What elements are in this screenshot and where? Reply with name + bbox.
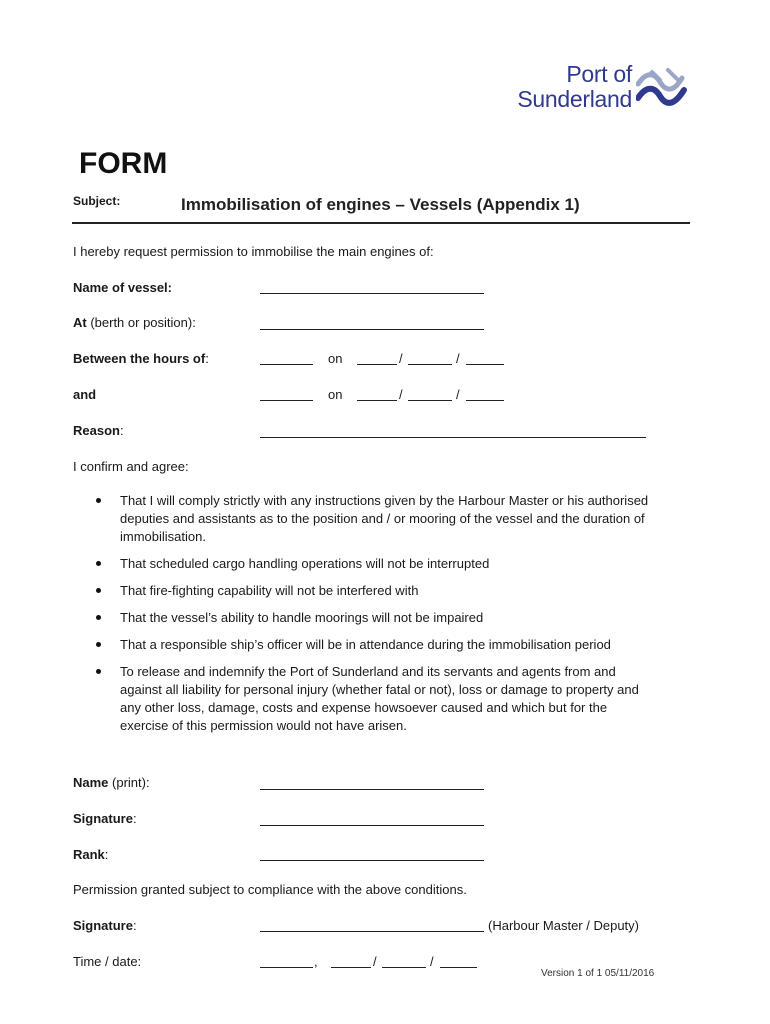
harbour-signature-colon: : xyxy=(132,918,137,933)
start-year-field[interactable] xyxy=(466,364,504,365)
confirm-intro: I confirm and agree: xyxy=(73,459,189,474)
subject-divider xyxy=(72,222,690,224)
between-label-bold: Between the hours of xyxy=(73,351,206,366)
rank-label-colon: : xyxy=(104,847,109,862)
approval-month-field[interactable] xyxy=(382,967,426,968)
bullet-icon xyxy=(96,669,101,674)
approval-year-field[interactable] xyxy=(440,967,477,968)
version-text: Version 1 of 1 05/11/2016 xyxy=(541,968,655,979)
signature-label xyxy=(73,810,137,828)
date-slash: / xyxy=(430,954,434,969)
bullet-icon xyxy=(96,498,101,503)
subject-text: Immobilisation of engines – Vessels (Appendix 1) xyxy=(181,195,580,214)
list-item: That the vessel’s ability to handle moorings will not be impaired xyxy=(96,609,656,627)
list-item: That fire-fighting capability will not be interfered with xyxy=(96,582,656,600)
signature-label-colon: : xyxy=(132,811,137,826)
port-of-sunderland-logo-text xyxy=(498,62,632,112)
signature-label-bold: Signature xyxy=(73,811,133,826)
start-time-field[interactable] xyxy=(260,364,313,365)
time-comma: , xyxy=(314,954,318,969)
logo-line-1: Port of xyxy=(566,61,632,87)
start-day-field[interactable] xyxy=(357,364,397,365)
reason-field[interactable] xyxy=(260,437,646,438)
approval-day-field[interactable] xyxy=(331,967,371,968)
signature-field[interactable] xyxy=(260,825,484,826)
bullet-icon xyxy=(96,561,101,566)
on-text: on xyxy=(328,351,343,366)
list-item: To release and indemnify the Port of Sunderland and its servants and agents from and against all liability for personal injury (whether fatal or not), loss or damage to property and any other loss, damage, costs and expense howsoever caused and which but for the exercise of this permission would not have arisen. xyxy=(96,663,656,735)
end-time-field[interactable] xyxy=(260,400,313,401)
berth-position-label xyxy=(73,314,196,332)
list-item: That a responsible ship’s officer will be in attendance during the immobilisation period xyxy=(96,636,656,654)
end-year-field[interactable] xyxy=(466,400,504,401)
harbour-signature-field[interactable] xyxy=(260,931,484,932)
name-print-label xyxy=(73,774,150,792)
name-label-rest: (print): xyxy=(108,775,150,790)
harbour-role-text: (Harbour Master / Deputy) xyxy=(488,918,639,933)
list-item: That scheduled cargo handling operations will not be interrupted xyxy=(96,555,656,573)
name-label-bold: Name xyxy=(73,775,109,790)
rank-field[interactable] xyxy=(260,860,484,861)
wave-logo-icon xyxy=(636,66,688,110)
subject-label: Subject: xyxy=(73,194,121,208)
between-label-colon: : xyxy=(205,351,209,366)
bullet-icon xyxy=(96,615,101,620)
intro-text: I hereby request permission to immobilise the main engines of: xyxy=(73,244,434,259)
reason-label-colon: : xyxy=(119,423,124,438)
list-item: That I will comply strictly with any instructions given by the Harbour Master or his authorised deputies and assistants as to the position and / or mooring of the vessel and the duration of immobilisation. xyxy=(96,492,656,546)
date-slash: / xyxy=(373,954,377,969)
time-date-label: Time / date: xyxy=(73,954,142,969)
vessel-name-label: Name of vessel: xyxy=(73,280,172,295)
bullet-icon xyxy=(96,588,101,593)
and-label: and xyxy=(73,387,97,402)
reason-label xyxy=(73,422,124,440)
date-slash: / xyxy=(456,387,460,402)
approval-time-field[interactable] xyxy=(260,967,313,968)
permission-text: Permission granted subject to compliance with the above conditions. xyxy=(73,882,467,897)
logo-line-2: Sunderland xyxy=(517,86,632,112)
conditions-list xyxy=(96,492,656,744)
reason-label-bold: Reason xyxy=(73,423,120,438)
end-month-field[interactable] xyxy=(408,400,452,401)
rank-label xyxy=(73,846,108,864)
berth-label-rest: (berth or position): xyxy=(86,315,196,330)
name-print-field[interactable] xyxy=(260,789,484,790)
harbour-signature-label xyxy=(73,917,137,935)
harbour-signature-bold: Signature xyxy=(73,918,133,933)
rank-label-bold: Rank xyxy=(73,847,105,862)
bullet-icon xyxy=(96,642,101,647)
between-hours-label xyxy=(73,350,209,368)
start-month-field[interactable] xyxy=(408,364,452,365)
on-text: on xyxy=(328,387,343,402)
end-day-field[interactable] xyxy=(357,400,397,401)
berth-label-bold: At xyxy=(73,315,87,330)
vessel-name-field[interactable] xyxy=(260,293,484,294)
date-slash: / xyxy=(399,387,403,402)
date-slash: / xyxy=(456,351,460,366)
form-title: FORM xyxy=(79,147,168,180)
berth-position-field[interactable] xyxy=(260,329,484,330)
date-slash: / xyxy=(399,351,403,366)
